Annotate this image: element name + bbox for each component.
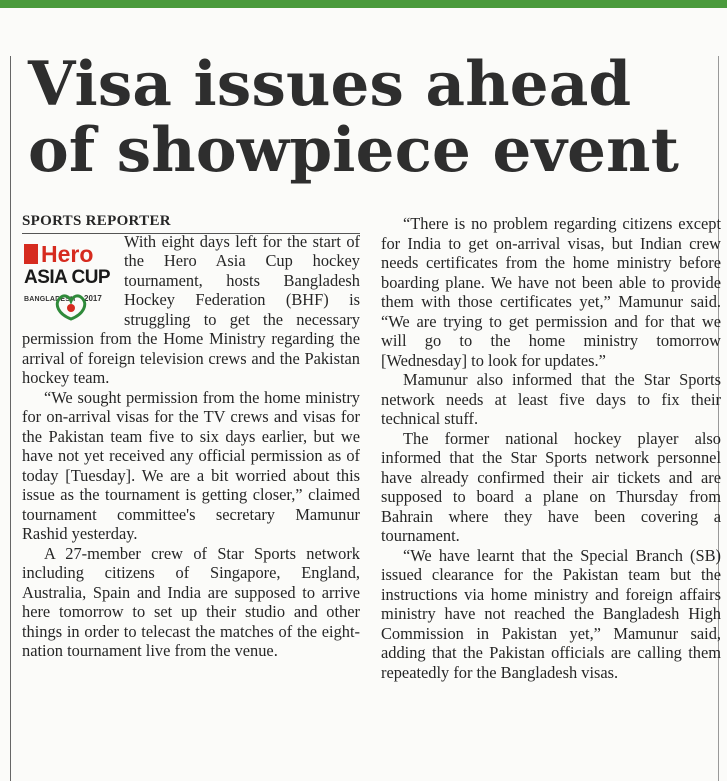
column1-paragraph-1: With eight days left for the start of the Hero Asia Cup hockey tournament, hosts Bangladesh Hockey Federation (BHF) is struggling to get the necessary permission from the Home Ministry regarding the arrival of foreign television crews and the Pakistan hockey team. xyxy=(22,231,360,387)
logo-year: 2017 xyxy=(84,293,102,303)
top-accent-bar xyxy=(0,0,727,8)
logo-asia-cup: ASIA CUP xyxy=(24,266,111,288)
column2-paragraph-4: “We have learnt that the Special Branch (SB) issued clearance for the Pakistan team but the instructions via home ministry and foreign affairs ministry have not reached the Bangladesh High Commission in Pakistan yet,” Mamunur said, adding that the Pakistan officials are calling them repeatedly for the Bangladesh visas. xyxy=(381,545,721,682)
logo-country: BANGLADESH xyxy=(24,295,76,303)
article-column-1 xyxy=(22,212,360,661)
column1-paragraph-2: “We sought permission from the home ministry for on-arrival visas for the TV crews and visas for the Pakistan team five to six days earlier, but we have not yet received any official permission as of today [Tuesday]. We are a bit worried about this issue as the tournament is getting closer,” claimed tournament committee's secretary Mamunur Rashid yesterday. xyxy=(22,387,360,543)
headline: Visa issues ahead of showpiece event xyxy=(28,49,680,186)
left-column-rule xyxy=(10,56,11,781)
logo-hero-wordmark xyxy=(24,242,93,266)
logo-line1: Hero xyxy=(41,240,94,267)
hero-asia-cup-logo xyxy=(22,240,118,326)
column2-paragraph-1: “There is no problem regarding citizens except for India to get on-arrival visas, but Indian crew needs certificates from the home ministry before boarding plane. We have not been able to provide them with those certificates yet,” Mamunur said. “We are trying to get permission and for that we will go to the home ministry tomorrow [Wednesday] to look for updates.” xyxy=(381,214,721,370)
hero-mark-icon xyxy=(24,244,38,264)
column2-paragraph-3: The former national hockey player also informed that the Star Sports network personnel have already confirmed their air tickets and are supposed to board a plane on Thursday from Bahrain where they have been covering a tournament. xyxy=(381,428,721,545)
article-column-2 xyxy=(381,214,721,682)
column1-paragraph-3: A 27-member crew of Star Sports network including citizens of Singapore, England, Australia, Spain and India are supposed to arrive here tomorrow to set up their studio and other things in order to telecast the matches of the eight-nation tournament live from the venue. xyxy=(22,543,360,660)
hockey-stick-heart-icon xyxy=(54,294,88,322)
byline: SPORTS REPORTER xyxy=(22,213,171,229)
column2-paragraph-2: Mamunur also informed that the Star Sports network needs at least five days to fix their technical stuff. xyxy=(381,370,721,428)
